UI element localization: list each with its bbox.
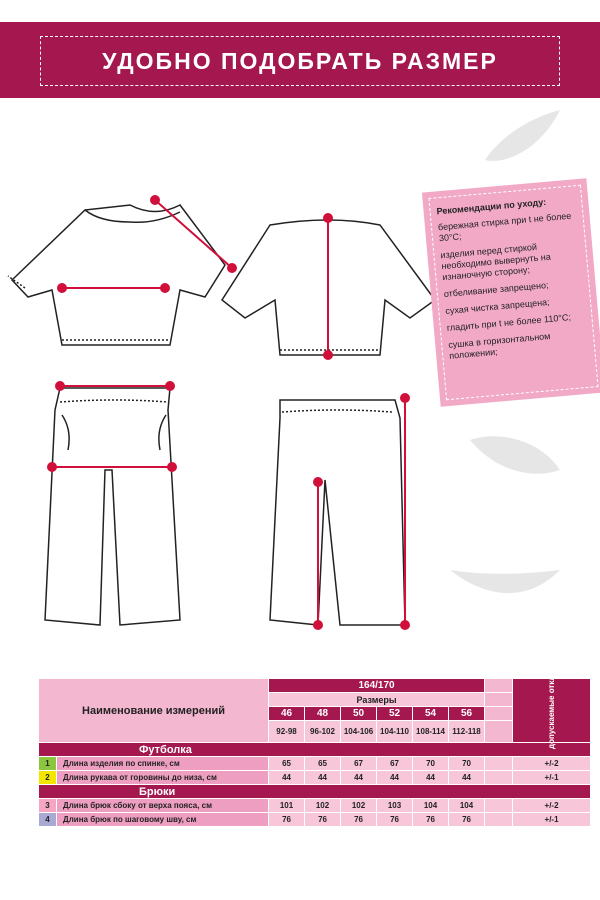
row-value: 44 xyxy=(305,771,341,785)
measure-point xyxy=(168,463,176,471)
row-label: Длина брюк по шаговому шву, см xyxy=(57,813,269,827)
pants-front-drawing xyxy=(45,388,180,625)
row-value: 102 xyxy=(341,799,377,813)
row-tolerance: +/-1 xyxy=(513,813,591,827)
sizes-label: Размеры xyxy=(269,693,485,707)
row-value: 104 xyxy=(449,799,485,813)
row-value: 76 xyxy=(377,813,413,827)
measure-point xyxy=(314,478,322,486)
care-item: сухая чистка запрещена; xyxy=(444,296,550,316)
table-row xyxy=(39,813,591,827)
row-value: 76 xyxy=(269,813,305,827)
measure-point xyxy=(401,394,409,402)
size-table xyxy=(38,647,591,827)
measure-point xyxy=(161,284,169,292)
chest-col: 112-118 xyxy=(449,721,485,743)
row-tolerance: +/-1 xyxy=(513,771,591,785)
row-value: 76 xyxy=(413,813,449,827)
row-value: 44 xyxy=(449,771,485,785)
row-number: 2 xyxy=(39,771,57,785)
chest-col: 104-110 xyxy=(377,721,413,743)
measure-point xyxy=(324,351,332,359)
row-number: 1 xyxy=(39,757,57,771)
row-tolerance: +/-2 xyxy=(513,799,591,813)
row-value: 67 xyxy=(377,757,413,771)
row-value: 103 xyxy=(377,799,413,813)
measure-point xyxy=(58,284,66,292)
chest-col: 96-102 xyxy=(305,721,341,743)
care-title: Рекомендации по уходу: xyxy=(436,196,547,217)
chest-col: 108-114 xyxy=(413,721,449,743)
row-value: 65 xyxy=(269,757,305,771)
table-row xyxy=(39,757,591,771)
measure-point xyxy=(228,264,236,272)
measure-header: Наименование измерений xyxy=(39,679,269,743)
group-title: Брюки xyxy=(39,785,591,799)
care-item: бережная стирка при t не более 30°С; xyxy=(437,210,572,244)
group-title: Футболка xyxy=(39,743,591,757)
size-col: 56 xyxy=(449,707,485,721)
care-item: отбеливание запрещено; xyxy=(443,279,549,300)
measure-point xyxy=(401,621,409,629)
measure-point xyxy=(324,214,332,222)
size-col: 54 xyxy=(413,707,449,721)
height-label: 164/170 xyxy=(269,679,485,693)
care-panel xyxy=(422,178,600,407)
measure-point xyxy=(56,382,64,390)
row-value: 44 xyxy=(269,771,305,785)
measure-point xyxy=(314,621,322,629)
size-col: 46 xyxy=(269,707,305,721)
size-col: 48 xyxy=(305,707,341,721)
row-value: 101 xyxy=(269,799,305,813)
page-title: УДОБНО ПОДОБРАТЬ РАЗМЕР xyxy=(40,36,560,86)
chest-col: 104-106 xyxy=(341,721,377,743)
pants-back-drawing xyxy=(270,400,405,625)
table-row xyxy=(39,799,591,813)
row-value: 67 xyxy=(341,757,377,771)
row-number: 4 xyxy=(39,813,57,827)
measure-point xyxy=(48,463,56,471)
row-label: Длина изделия по спинке, см xyxy=(57,757,269,771)
tolerance-header: допускаемые отклонения xyxy=(513,679,591,743)
row-value: 70 xyxy=(449,757,485,771)
measure-point xyxy=(166,382,174,390)
row-label: Длина брюк сбоку от верха пояса, см xyxy=(57,799,269,813)
size-col: 50 xyxy=(341,707,377,721)
row-value: 76 xyxy=(449,813,485,827)
chest-col: 92-98 xyxy=(269,721,305,743)
care-item: изделия перед стиркой необходимо вывернуть на изнаночную сторону; xyxy=(440,241,552,283)
shirt-front-drawing xyxy=(8,205,225,345)
row-tolerance: +/-2 xyxy=(513,757,591,771)
row-value: 44 xyxy=(413,771,449,785)
care-item: гладить при t не более 110°С; xyxy=(446,312,572,333)
row-value: 76 xyxy=(305,813,341,827)
care-item: сушка в горизонтальном положении; xyxy=(447,330,551,361)
row-value: 44 xyxy=(341,771,377,785)
row-value: 70 xyxy=(413,757,449,771)
row-value: 44 xyxy=(377,771,413,785)
size-col: 52 xyxy=(377,707,413,721)
row-number: 3 xyxy=(39,799,57,813)
row-value: 76 xyxy=(341,813,377,827)
table-row xyxy=(39,771,591,785)
row-value: 104 xyxy=(413,799,449,813)
row-value: 102 xyxy=(305,799,341,813)
measure-point xyxy=(151,196,159,204)
row-value: 65 xyxy=(305,757,341,771)
row-label: Длина рукава от горовины до низа, см xyxy=(57,771,269,785)
